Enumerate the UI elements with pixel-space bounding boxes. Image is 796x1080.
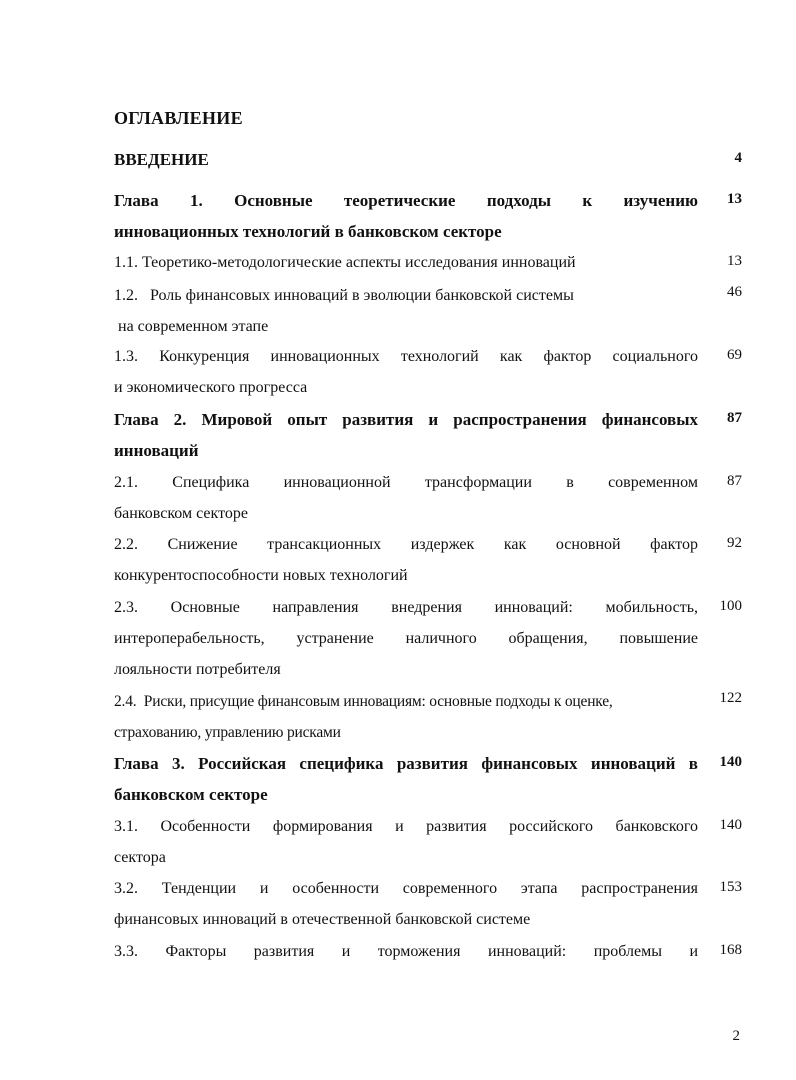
toc-entry-line: 1.3. Конкуренция инновационных технологий как фактор социального: [114, 348, 698, 365]
toc-entry-line: и экономического прогресса: [114, 379, 308, 396]
toc-entry-line: ВВЕДЕНИЕ: [114, 150, 209, 169]
toc-entry-line: инноваций: [114, 441, 199, 460]
toc-entry-line: банковском секторе: [114, 505, 248, 522]
toc-title: ОГЛАВЛЕНИЕ: [114, 108, 243, 128]
toc-page-number: 168: [719, 942, 742, 958]
toc-entry-line: 3.1. Особенности формирования и развития российского банковского: [114, 818, 698, 835]
toc-entry-line: конкурентоспособности новых технологий: [114, 567, 408, 584]
toc-page-number: 140: [719, 754, 742, 770]
toc-page-number: 100: [719, 598, 742, 614]
toc-entry-chapter-1: [114, 185, 698, 247]
toc-entry-line: интероперабельность, устранение наличного обращения, повышение: [114, 630, 698, 647]
toc-page-number: 87: [727, 473, 742, 489]
toc-entry-line: 2.1. Специфика инновационной трансформации в современном: [114, 474, 698, 491]
toc-entry-line: на современном этапе: [114, 318, 269, 335]
toc-entry-line: Глава 3. Российская специфика развития финансовых инноваций в: [114, 754, 698, 773]
toc-entry-section-3-2: [114, 873, 698, 935]
toc-entry-section-1-3: [114, 341, 698, 403]
toc-page-number: 92: [727, 535, 742, 551]
toc-entry-line: 3.2. Тенденции и особенности современного этапа распространения: [114, 880, 698, 897]
toc-page-number: 46: [727, 284, 742, 300]
toc-entry-section-2-2: [114, 529, 698, 591]
toc-entry-line: банковском секторе: [114, 785, 268, 804]
toc-entry-line: финансовых инноваций в отечественной банковской системе: [114, 911, 531, 928]
toc-page-number: 13: [727, 253, 742, 269]
toc-page-number: 69: [727, 347, 742, 363]
toc-entry-section-1-2: [114, 280, 698, 342]
toc-entry-line: 1.2. Роль финансовых инноваций в эволюции банковской системы: [114, 287, 574, 304]
toc-entry-section-2-3: [114, 592, 698, 685]
toc-entry-line: 1.1. Теоретико-методологические аспекты исследования инноваций: [114, 254, 576, 271]
toc-page-number: 153: [719, 879, 742, 895]
toc-entry-line: 3.3. Факторы развития и торможения инноваций: проблемы и: [114, 943, 698, 960]
toc-entry-chapter-3: [114, 748, 698, 810]
toc-entry-line: сектора: [114, 849, 166, 866]
toc-entry-line: 2.3. Основные направления внедрения инноваций: мобильность,: [114, 599, 698, 616]
toc-entry-section-3-1: [114, 811, 698, 873]
toc-entry-line: лояльности потребителя: [114, 661, 281, 678]
toc-entry-section-2-4: [114, 686, 698, 748]
toc-entry-chapter-2: [114, 404, 698, 466]
toc-entry-line: Глава 1. Основные теоретические подходы к изучению: [114, 191, 698, 210]
toc-entry-section-2-1: [114, 467, 698, 529]
toc-page-number: 87: [727, 410, 742, 426]
toc-entry-line: 2.4. Риски, присущие финансовым инновациям: основные подходы к оценке,: [114, 693, 613, 710]
toc-entry-introduction: [114, 144, 698, 175]
toc-entry-section-1-1: [114, 247, 698, 278]
toc-page-number: 4: [734, 150, 742, 166]
toc-page-number: 13: [727, 191, 742, 207]
toc-entry-line: Глава 2. Мировой опыт развития и распространения финансовых: [114, 410, 698, 429]
page-footer-number: 2: [732, 1028, 740, 1044]
toc-entry-section-3-3: [114, 936, 698, 967]
toc-entry-line: 2.2. Снижение трансакционных издержек как основной фактор: [114, 536, 698, 553]
toc-entry-line: инновационных технологий в банковском секторе: [114, 222, 502, 241]
toc-page-number: 122: [719, 690, 742, 706]
toc-page-number: 140: [719, 817, 742, 833]
toc-entry-line: страхованию, управлению рисками: [114, 724, 341, 741]
